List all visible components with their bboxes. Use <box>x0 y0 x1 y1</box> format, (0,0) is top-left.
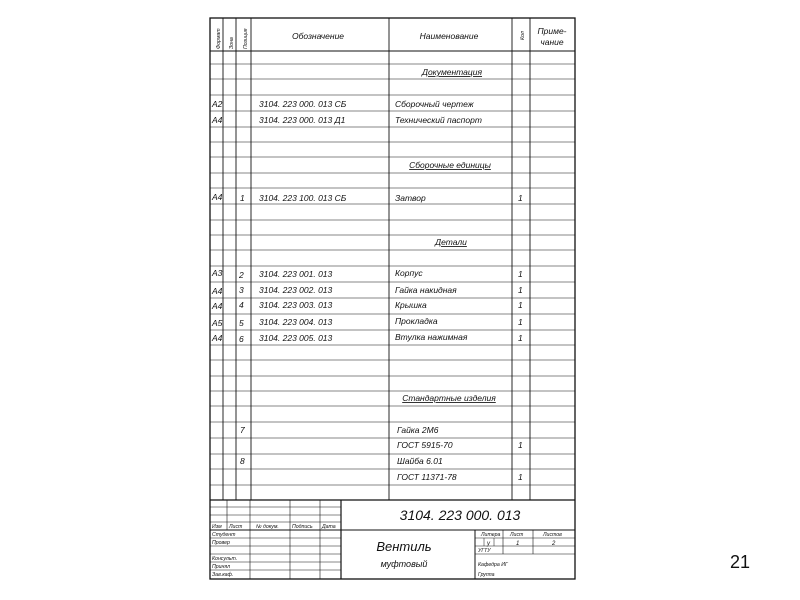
row-designation: 3104. 223 005. 013 <box>259 333 333 343</box>
product-subtitle: муфтовый <box>380 559 428 569</box>
row-designation: 3104. 223 000. 013 Д1 <box>259 115 346 125</box>
sheets-label: Листов <box>543 532 562 538</box>
row-qty: 1 <box>518 317 523 327</box>
row-name: ГОСТ 5915-70 <box>397 440 453 450</box>
row-position: 8 <box>240 456 245 466</box>
col-doc: № докум. <box>256 524 279 530</box>
role-head: Зав.каф. <box>212 572 234 578</box>
row-qty: 1 <box>518 285 523 295</box>
row-name: Технический паспорт <box>395 115 482 125</box>
col-date: Дата <box>322 524 336 530</box>
row-qty: 1 <box>518 300 523 310</box>
row-format: A4 <box>212 301 223 311</box>
row-name: ГОСТ 11371-78 <box>397 472 457 482</box>
role-student: Студент <box>212 532 236 538</box>
row-qty: 1 <box>518 269 523 279</box>
role-checked: Провер <box>212 540 230 546</box>
litera-label: Литера <box>481 532 501 538</box>
col-izm: Изм <box>212 524 222 530</box>
row-position: 2 <box>239 270 244 280</box>
dept-name: Кафедра ИГ <box>478 562 508 568</box>
row-position: 7 <box>240 425 245 435</box>
page-number: 21 <box>729 552 751 572</box>
row-format: A4 <box>212 192 223 202</box>
header-qty: Кол <box>520 31 526 40</box>
row-designation: 3104. 223 002. 013 <box>259 285 333 295</box>
row-designation: 3104. 223 001. 013 <box>259 269 333 279</box>
row-position: 3 <box>239 285 244 295</box>
row-position: 1 <box>240 193 245 203</box>
org-name: УГТУ <box>478 548 491 554</box>
column-lines <box>223 18 530 500</box>
row-qty: 1 <box>518 193 523 203</box>
header-name: Наименование <box>419 31 479 41</box>
litera-value: у <box>487 541 490 547</box>
row-format: A4 <box>212 333 223 343</box>
col-sign: Подпись <box>292 524 313 530</box>
row-designation: 3104. 223 003. 013 <box>259 300 333 310</box>
row-format: A3 <box>212 268 223 278</box>
row-format: A2 <box>212 99 223 109</box>
sheets-value: 2 <box>552 541 556 547</box>
row-name: Втулка нажимная <box>395 332 468 342</box>
row-name: Прокладка <box>395 316 438 326</box>
header-position: Позиция <box>243 28 249 49</box>
role-consult: Консульт. <box>212 556 238 562</box>
section-title: Сборочные единицы <box>409 160 491 170</box>
title-designation: 3104. 223 000. 013 <box>399 507 521 523</box>
section-title: Стандартные изделия <box>402 393 496 403</box>
group-label: Группа <box>478 572 495 578</box>
section-title: Детали <box>435 237 467 247</box>
sheet-label: Лист <box>510 532 524 538</box>
row-format: A4 <box>212 286 223 296</box>
header-note-line1: Приме- <box>537 26 567 36</box>
col-list: Лист <box>229 524 243 530</box>
row-format: A5 <box>212 318 223 328</box>
row-name: Шайба 6.01 <box>397 456 443 466</box>
row-format: A4 <box>212 115 223 125</box>
sheet-value: 1 <box>516 541 520 547</box>
row-name: Гайка 2М6 <box>397 425 439 435</box>
row-qty: 1 <box>518 333 523 343</box>
row-designation: 3104. 223 100. 013 СБ <box>259 193 347 203</box>
header-designation: Обозначение <box>291 31 345 41</box>
row-name: Крышка <box>395 300 427 310</box>
product-name: Вентиль <box>376 539 432 554</box>
row-name: Затвор <box>395 193 426 203</box>
row-position: 4 <box>239 300 244 310</box>
row-name: Гайка накидная <box>395 285 457 295</box>
row-name: Сборочный чертеж <box>395 99 474 109</box>
row-qty: 1 <box>518 440 523 450</box>
header-format: Формат <box>216 28 222 49</box>
row-position: 5 <box>239 318 244 328</box>
role-accepted: Принял <box>212 564 231 570</box>
header-zone: Зона <box>229 37 235 49</box>
section-title: Документация <box>421 67 483 77</box>
row-qty: 1 <box>518 472 523 482</box>
row-designation: 3104. 223 004. 013 <box>259 317 333 327</box>
row-designation: 3104. 223 000. 013 СБ <box>259 99 347 109</box>
row-position: 6 <box>239 334 244 344</box>
header-note-line2: чание <box>540 37 564 47</box>
row-name: Корпус <box>395 268 423 278</box>
